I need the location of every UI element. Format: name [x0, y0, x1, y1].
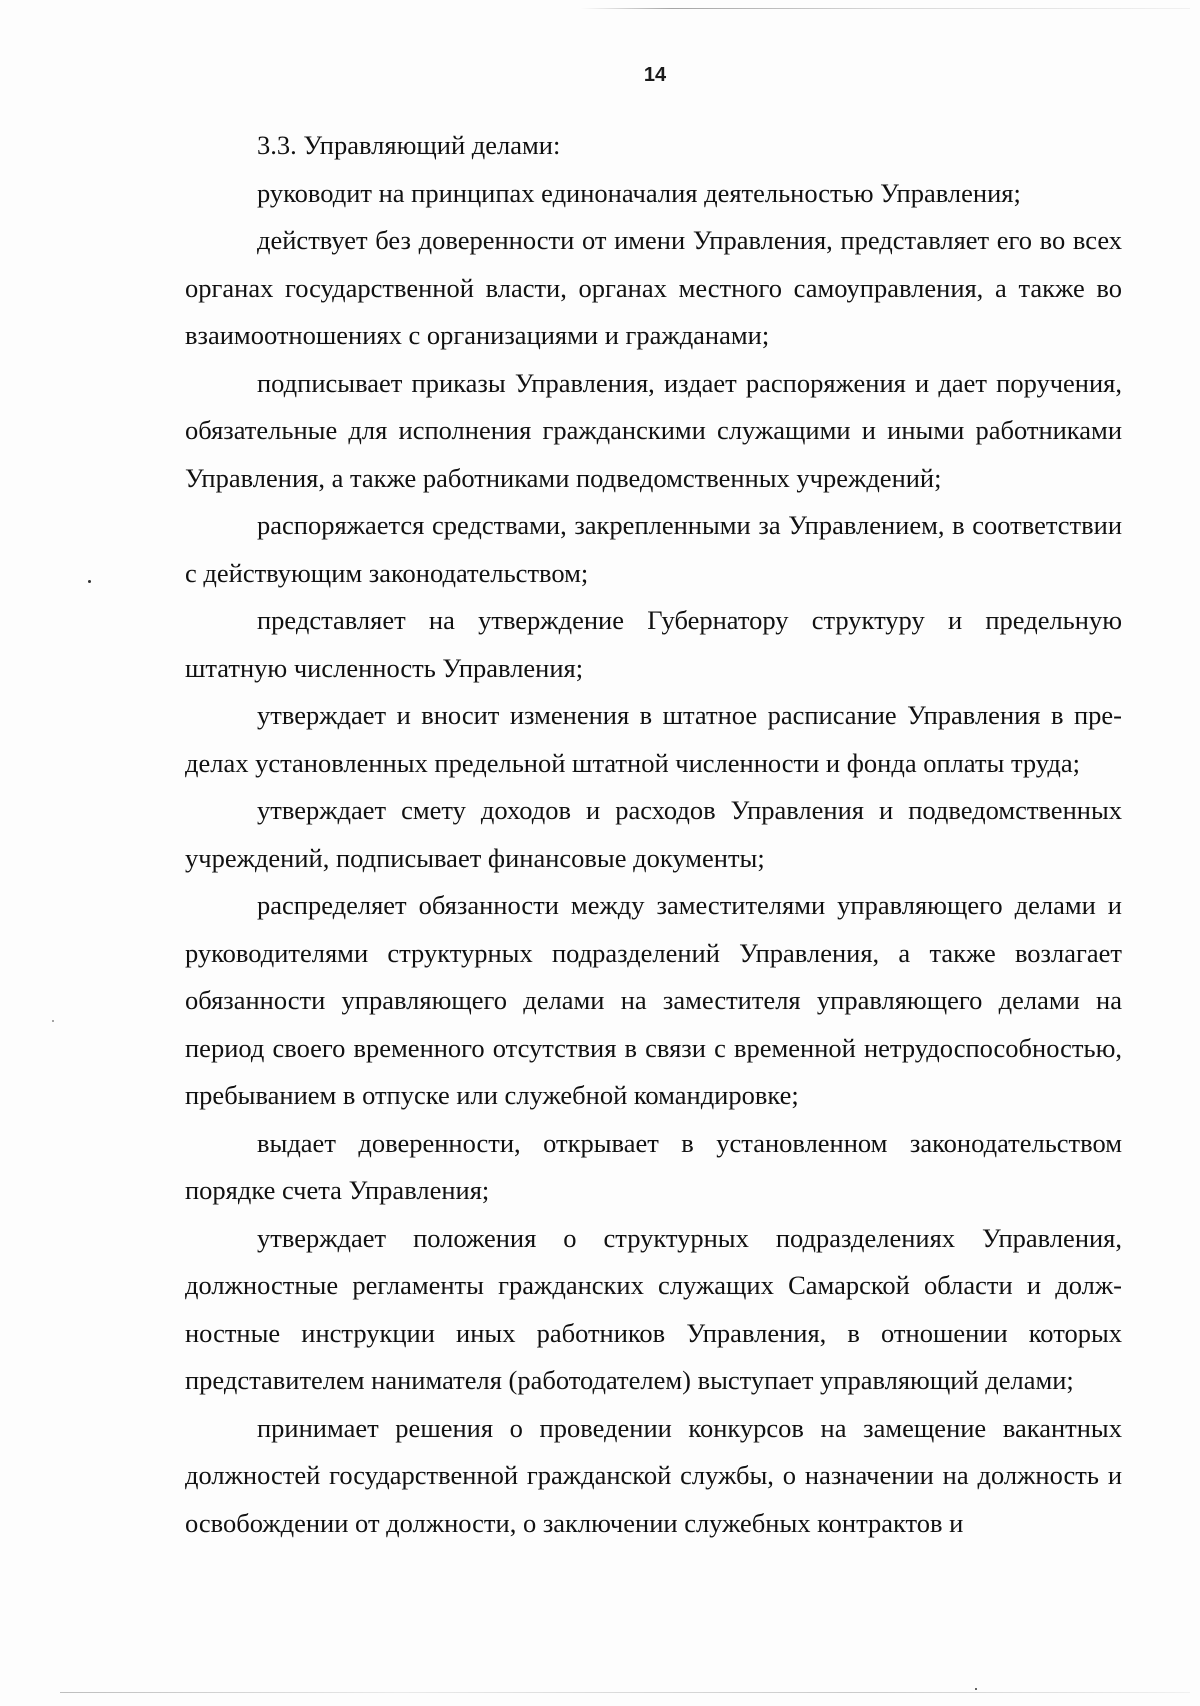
paragraph: принимает решения о проведении конкурсов на замещение вакантных должностей государственной гражданской службы, о назначении на должность и освобождении от должности, о заключении служебных контрактов и	[185, 1412, 1122, 1538]
paragraph: утверждает и вносит изменения в штатное расписание Управления в пределах установленных предельной штатной численности и фонда оплаты труда;	[185, 700, 1122, 778]
document-body	[185, 122, 1122, 1547]
paragraph: подписывает приказы Управления, издает распоряжения и дает поручения, обязательные для исполнения гражданскими служащими и иными работниками Управления, а также работниками подведомственных учреждений;	[185, 367, 1122, 493]
paragraph: действует без доверенности от имени Управления, представляет его во всех органах государственной власти, органах местного самоуправления, а также во взаимоотношениях с организациями и гражданами;	[185, 225, 1122, 350]
scan-speck	[975, 1688, 977, 1690]
paragraph: утверждает положения о структурных подразделениях Управления, должностные регламенты гражданских служащих Самарской области и должностные инструкции иных работников Управления, в отношении которых представителем нанимателя (работодателем) выступает управляющий делами;	[185, 1222, 1122, 1395]
paragraph: выдает доверенности, открывает в установленном законодательством порядке счета Управления;	[185, 1127, 1122, 1205]
paragraph: распределяет обязанности между заместителями управляющего делами и руководителями структурных подразделений Управления, а также возлагает обязанности управляющего делами на заместителя управляющего делами на период своего временного отсутствия в связи с временной нетрудоспособностью, пребыванием в отпуске или служебной командировке;	[185, 890, 1122, 1110]
scan-edge-top	[580, 8, 1190, 9]
paragraph: представляет на утверждение Губернатору структуру и предельную штатную численность Управления;	[185, 605, 1122, 683]
paragraph: руководит на принципах единоначалия деятельностью Управления;	[257, 177, 1021, 208]
scan-speck	[88, 580, 91, 583]
paragraph: утверждает смету доходов и расходов Управления и подведомственных учреждений, подписывает финансовые документы;	[185, 795, 1122, 873]
section-heading: 3.3. Управляющий делами:	[257, 130, 561, 160]
page-number: 14	[643, 64, 667, 86]
scan-edge-bottom	[60, 1692, 1190, 1693]
scan-speck	[52, 1020, 54, 1022]
paragraph: распоряжается средствами, закрепленными за Управлением, в соответствии с действующим законодательством;	[185, 510, 1122, 588]
